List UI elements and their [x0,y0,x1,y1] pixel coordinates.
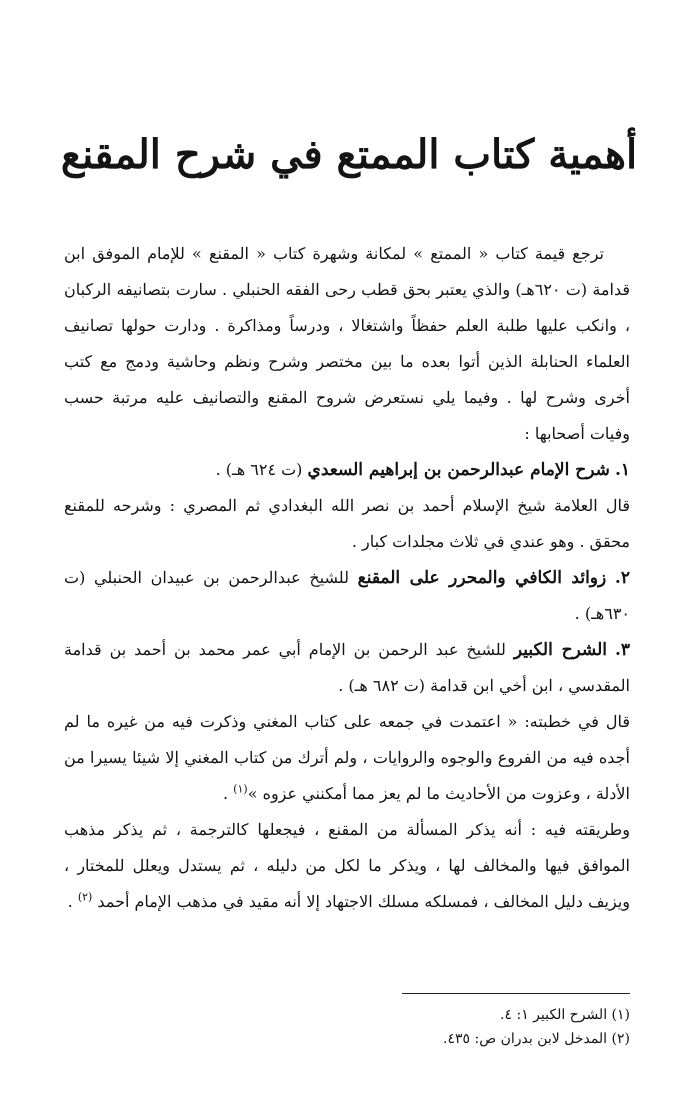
list-item-1 [64,452,630,488]
item-number: ٢. [614,568,630,588]
footnote-ref-1[interactable]: (١) [233,782,248,796]
item-heading: الشرح الكبير [513,640,607,660]
footnotes [64,1003,630,1051]
footnote-2: (٢) المدخل لابن بدران ص: ٤٣٥. [443,1031,630,1047]
item-1-note: قال العلامة شيخ الإسلام أحمد بن نصر الله البغدادي ثم المصري : وشرحه للمقنع محقق . وهو عندي في ثلاث مجلدات كبار . [64,496,630,551]
method-end: . [67,892,78,911]
list-item-2 [64,560,630,632]
method-paragraph [64,812,630,920]
item-number: ٣. [614,640,630,660]
item-detail: للشيخ عبدالرحمن بن عبيدان الحنبلي (ت ٦٣٠هـ) . [64,568,630,623]
page-title: أهمية كتاب الممتع في شرح المقنع [60,131,638,178]
item-detail: للشيخ عبد الرحمن بن الإمام أبي عمر محمد بن أحمد بن قدامة المقدسي ، ابن أخي ابن قدامة (ت ٦٨٢ هـ) . [64,640,630,695]
intro-paragraph: ترجع قيمة كتاب « الممتع » لمكانة وشهرة كتاب « المقنع » للإمام الموفق ابن قدامة (ت ٦٢٠هـ) والذي يعتبر بحق قطب رحى الفقه الحنبلي . سارت بتصانيفه الركبان ، وانكب عليها طلبة العلم حفظاً واشتغالا ، ودرساً ومذاكرة . ودارت حولها تصانيف العلماء الحنابلة الذين أتوا بعده ما بين مختصر وشرح ونظم وحاشية ودمج مع كتب أخرى وشرح لها . وفيما يلي نستعرض شروح المقنع والتصانيف عليه مرتبة حسب وفيات أصحابها : [64,244,630,443]
footnote-divider [402,993,630,994]
item-detail: (ت ٦٢٤ هـ) . [215,460,303,479]
item-number: ١. [614,460,630,480]
footnote-ref-2[interactable]: (٢) [77,890,93,904]
quote-paragraph: قال في خطبته: « اعتمدت في جمعه على كتاب المغني وذكرت فيه من غيره ما لم أجده فيه من الفروع والوجوه والروايات ، ولم أترك من كتاب المغني إلا شيئا يسيرا من الأدلة ، وعزوت من الأحاديث ما لم يعز مما أمكنني عزوه »$^{(١)}$ . [64,712,630,803]
method-text: وطريقته فيه : أنه يذكر المسألة من المقنع ، فيجعلها كالترجمة ، ثم يذكر مذهب الموافق فيها والمخالف لها ، ويذكر ما لكل من دليله ، ثم يستدل ويعلل للمختار ، ويزيف دليل المخالف ، فمسلكه مسلك الاجتهاد إلا أنه مقيد في مذهب الإمام أحمد [64,820,630,911]
list-item-3 [64,632,630,704]
item-heading: شرح الإمام عبدالرحمن بن إبراهيم السعدي [307,460,610,480]
item-heading: زوائد الكافي والمحرر على المقنع [357,568,607,588]
quote-text: قال في خطبته: « اعتمدت في جمعه على كتاب المغني وذكرت فيه من غيره ما لم أجده فيه من الفروع والوجوه والروايات ، ولم أترك من كتاب المغني إلا شيئا يسيرا من الأدلة ، وعزوت من الأحاديث ما لم يعز مما أمكنني عزوه » [64,712,630,803]
main-text [64,236,630,920]
footnote-1: (١) الشرح الكبير ١: ٤. [500,1007,630,1023]
